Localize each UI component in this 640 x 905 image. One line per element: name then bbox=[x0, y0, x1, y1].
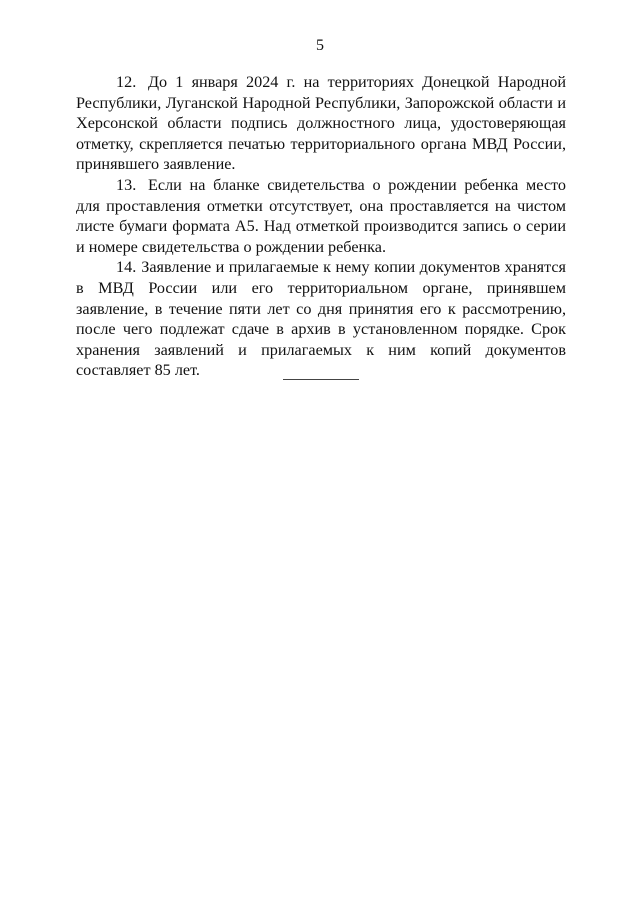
paragraph-number: 14. bbox=[116, 258, 137, 277]
paragraph-text: Заявление и прилагаемые к нему копии документов хранятся в МВД России или его территориальном органе, принявшем заявление, в течение пяти лет со дня принятия его к рассмотрению, после чего подлежат сдаче в архив в установленном порядке. Срок хранения заявлений и прилагаемых к ним копий документов составляет 85 лет. bbox=[76, 258, 566, 380]
paragraph-12 bbox=[76, 72, 566, 175]
paragraph-number: 12. bbox=[116, 73, 137, 91]
document-body bbox=[76, 72, 566, 381]
paragraph-14 bbox=[76, 257, 566, 381]
paragraph-text: Если на бланке свидетельства о рождении ребенка место для проставления отметки отсутствует, она проставляется на чистом листе бумаги формата А5. Над отметкой производится запись о серии и номере свидетельства о рождении ребенка. bbox=[76, 175, 566, 256]
paragraph-13 bbox=[76, 175, 566, 257]
page-number: 5 bbox=[316, 37, 324, 54]
end-of-document-rule bbox=[283, 379, 359, 380]
paragraph-text: До 1 января 2024 г. на территориях Донецкой Народной Республики, Луганской Народной Республики, Запорожской области и Херсонской области подпись должностного лица, удостоверяющая отметку, скрепляется печатью территориального органа МВД России, принявшего заявление. bbox=[76, 73, 566, 174]
paragraph-number: 13. bbox=[116, 175, 137, 194]
